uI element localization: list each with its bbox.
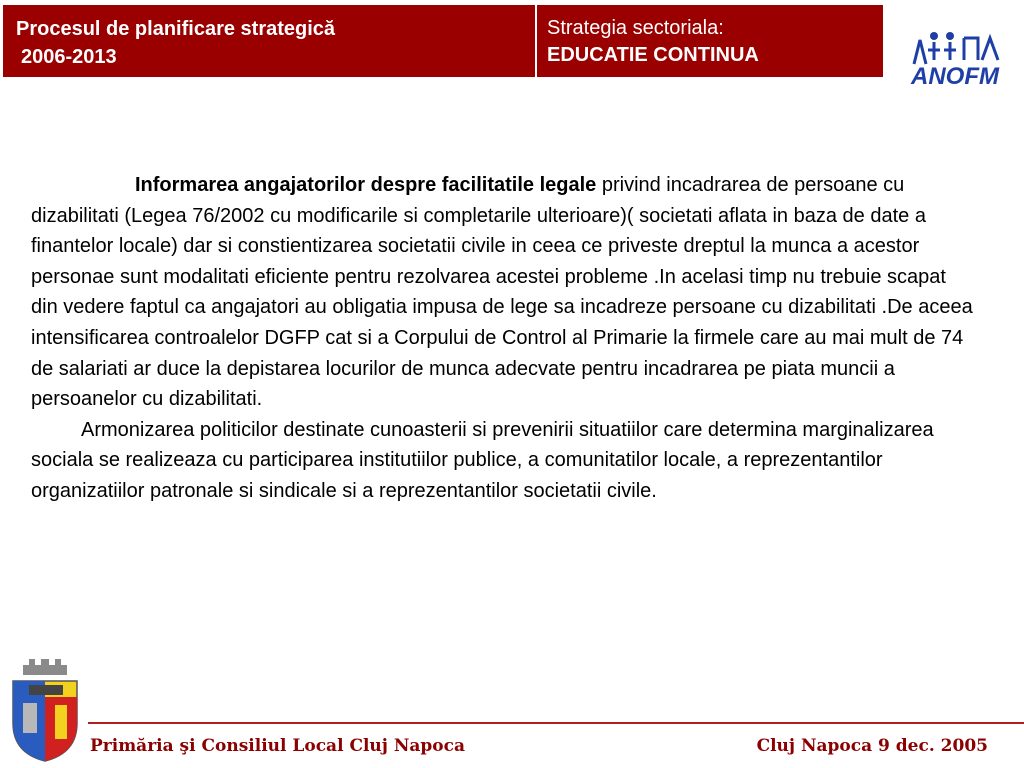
paragraph-1-text: privind incadrarea de persoane cu dizabilitati (Legea 76/2002 cu modificarile si completarile ulterioare)( societati aflata in baza de date a finantelor locale) dar si constientizarea societatii civile in ceea ce priveste dreptul la munca a acestor personae sunt modalitati eficiente pentru rezolvarea acestei probleme .In acelasi timp nu trebuie scapat din vedere faptul ca angajatori au obligatia impusa de lege sa incadreze persoane cu dizabilitati .De aceea intensificarea controalelor DGFP cat si a Corpului de Control al Primarie la firmele care au mai mult de 74 de salariati ar duce la depistarea locurilor de munca adecvate pentru incadrarea pe piata muncii a persoanelor cu dizabilitati. [31, 174, 973, 411]
header-title: Procesul de planificare strategică [16, 18, 336, 40]
paragraph-2: Armonizarea politicilor destinate cunoasterii si prevenirii situatiilor care determina marginalizarea sociala se realizeaza cu participarea institutiilor publice, a comunitatilor locale, a reprezentantilor organizatiilor patronale si sindicale si a reprezentantilor societatii civile. [31, 418, 934, 502]
anofm-figures-icon [914, 32, 998, 64]
header-title-box [3, 5, 535, 77]
anofm-logo-text: ANOFM [911, 63, 999, 90]
footer-divider [88, 722, 1024, 724]
header-period: 2006-2013 [21, 46, 117, 68]
strategy-name: EDUCATIE CONTINUA [547, 44, 759, 66]
paragraph-1-lead: Informarea angajatorilor despre facilitatile legale [135, 174, 597, 196]
footer-institution: Primăria şi Consiliul Local Cluj Napoca [90, 736, 466, 756]
footer-date: Cluj Napoca 9 dec. 2005 [756, 736, 988, 756]
cluj-coat-of-arms-icon [9, 657, 81, 763]
main-content [31, 170, 976, 507]
paragraph-1 [31, 170, 976, 415]
anofm-logo [886, 24, 1024, 92]
header-strategy-box [537, 5, 883, 77]
strategy-label: Strategia sectoriala: [547, 17, 724, 39]
